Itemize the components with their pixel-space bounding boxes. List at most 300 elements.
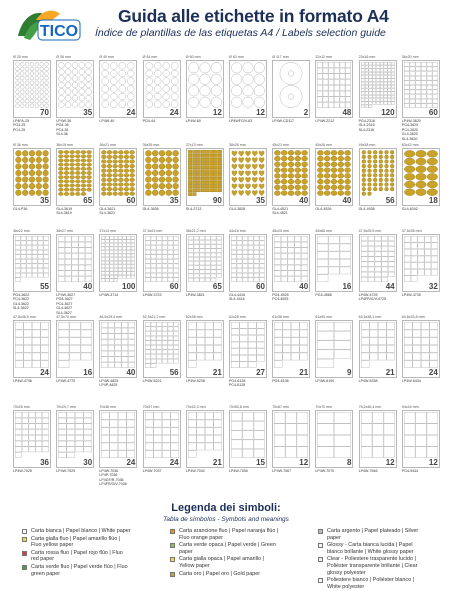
label-shape bbox=[274, 345, 282, 352]
label-shape bbox=[84, 418, 92, 423]
label-shape bbox=[387, 75, 390, 78]
label-shape bbox=[162, 101, 169, 108]
label-shape bbox=[432, 85, 437, 89]
label-shape bbox=[361, 92, 364, 95]
label-shape bbox=[81, 150, 86, 153]
label-count: 120 bbox=[381, 108, 395, 117]
label-shape bbox=[361, 241, 367, 246]
label-shape bbox=[72, 259, 78, 264]
label-shape bbox=[64, 167, 69, 170]
label-shape bbox=[199, 270, 204, 274]
label-shape bbox=[162, 264, 167, 268]
label-shape bbox=[188, 189, 192, 192]
label-shape bbox=[415, 104, 420, 108]
label-shape bbox=[413, 353, 421, 360]
label-shape bbox=[86, 271, 92, 276]
label-shape bbox=[192, 162, 196, 165]
label-shape bbox=[102, 93, 109, 100]
label-shape bbox=[110, 279, 114, 282]
label-shape bbox=[86, 89, 92, 95]
label-shape bbox=[214, 322, 222, 329]
label-sheet bbox=[99, 60, 137, 118]
label-shape bbox=[15, 255, 20, 259]
label-shape bbox=[145, 341, 150, 345]
label-shape bbox=[107, 150, 112, 154]
label-shape bbox=[79, 236, 85, 241]
label-shape bbox=[86, 265, 92, 270]
label-shape bbox=[411, 263, 417, 269]
label-shape bbox=[40, 81, 44, 85]
label-shape bbox=[295, 254, 301, 259]
sheet-size-label: Ø 117 mm bbox=[272, 55, 289, 59]
label-shape bbox=[154, 101, 161, 108]
label-shape bbox=[58, 338, 69, 345]
label-shape bbox=[110, 243, 114, 246]
label-shape bbox=[119, 183, 124, 187]
label-shape bbox=[205, 189, 209, 192]
label-shape bbox=[129, 334, 135, 339]
label-shape bbox=[151, 322, 156, 326]
label-shape bbox=[86, 95, 92, 101]
label-shape bbox=[335, 62, 340, 67]
label-shape bbox=[30, 99, 34, 103]
label-shape bbox=[145, 269, 150, 273]
label-shape bbox=[410, 95, 415, 99]
label-shape bbox=[381, 236, 387, 241]
legend-item bbox=[318, 542, 428, 555]
product-code: LP4WFG/V-63 bbox=[229, 119, 253, 123]
label-shape bbox=[214, 330, 222, 337]
label-shape bbox=[159, 150, 165, 156]
label-shape bbox=[114, 254, 118, 257]
label-shape bbox=[70, 150, 75, 153]
label-shape bbox=[119, 160, 124, 164]
product-code: LP4W-3627 bbox=[56, 293, 76, 297]
label-shape bbox=[87, 163, 92, 166]
label-shape bbox=[119, 173, 124, 177]
label-shape bbox=[345, 168, 351, 173]
label-shape bbox=[188, 443, 196, 450]
label-shape bbox=[106, 250, 110, 253]
label-shape bbox=[156, 273, 161, 277]
label-shape bbox=[390, 187, 394, 191]
label-shape bbox=[128, 85, 135, 92]
label-shape bbox=[197, 181, 201, 184]
label-shape bbox=[211, 270, 216, 274]
label-shape bbox=[130, 150, 135, 154]
product-codes bbox=[315, 379, 334, 383]
label-shape bbox=[413, 322, 421, 329]
label-shape bbox=[214, 189, 218, 192]
label-shape bbox=[106, 240, 110, 243]
legend-text: Glossy - Carta bianca lucida | Papel blanco brillante | White glossy paper bbox=[327, 542, 414, 555]
label-shape bbox=[170, 412, 178, 419]
label-shape bbox=[25, 67, 29, 71]
label-shape bbox=[67, 412, 75, 417]
label-shape bbox=[72, 89, 78, 95]
label-shape bbox=[231, 259, 236, 263]
label-shape bbox=[329, 68, 334, 73]
label-shape bbox=[122, 357, 128, 362]
label-shape bbox=[379, 164, 383, 168]
sheet-size-label: 48,5x25,4 mm bbox=[99, 315, 123, 319]
label-shape bbox=[159, 164, 165, 170]
label-shape bbox=[67, 441, 75, 446]
label-shape bbox=[192, 177, 196, 180]
label-shape bbox=[29, 150, 35, 156]
label-shape bbox=[15, 424, 21, 429]
label-shape bbox=[106, 243, 110, 246]
product-code: LP4W-7042 bbox=[185, 469, 205, 473]
label-shape bbox=[154, 70, 161, 77]
label-shape bbox=[214, 169, 218, 172]
label-shape bbox=[165, 157, 171, 163]
label-shape bbox=[331, 179, 337, 184]
label-shape bbox=[365, 102, 368, 105]
label-shape bbox=[58, 424, 66, 429]
label-shape bbox=[25, 62, 29, 66]
label-count: 40 bbox=[126, 368, 136, 377]
label-shape bbox=[376, 95, 379, 98]
label-shape bbox=[65, 265, 71, 270]
legend-text: Poliestere bianco | Poliéster blanco | White polyester bbox=[327, 577, 415, 590]
label-shape bbox=[340, 62, 345, 67]
label-shape bbox=[66, 82, 72, 88]
label-shape bbox=[345, 191, 351, 196]
label-shape bbox=[286, 424, 297, 435]
label-shape bbox=[300, 338, 308, 345]
label-shape bbox=[162, 246, 167, 250]
label-shape bbox=[372, 79, 375, 82]
label-shape bbox=[240, 342, 248, 348]
label-shape bbox=[384, 79, 387, 82]
label-shape bbox=[199, 266, 204, 270]
label-shape bbox=[43, 157, 49, 163]
product-code: SL4-4521 bbox=[272, 211, 288, 216]
label-shape bbox=[151, 259, 156, 263]
label-count: 12 bbox=[428, 458, 438, 467]
label-shape bbox=[329, 103, 334, 108]
label-shape bbox=[79, 89, 85, 95]
label-shape bbox=[32, 255, 37, 259]
label-shape bbox=[15, 250, 20, 254]
label-sheet bbox=[13, 148, 51, 206]
label-shape bbox=[102, 160, 107, 164]
label-shape bbox=[274, 330, 282, 337]
label-shape bbox=[58, 453, 66, 458]
label-shape bbox=[248, 264, 253, 268]
label-shape bbox=[76, 192, 81, 195]
label-shape bbox=[237, 264, 242, 268]
label-sheet bbox=[272, 60, 310, 118]
label-sheet bbox=[99, 148, 137, 206]
label-shape bbox=[16, 99, 20, 103]
label-shape bbox=[32, 353, 40, 360]
label-shape bbox=[102, 187, 107, 191]
label-shape bbox=[58, 236, 64, 241]
label-shape bbox=[430, 322, 438, 329]
label-shape bbox=[361, 66, 364, 69]
label-shape bbox=[22, 157, 28, 163]
label-shape bbox=[64, 188, 69, 191]
label-shape bbox=[367, 164, 371, 168]
label-shape bbox=[231, 97, 242, 108]
label-shape bbox=[172, 157, 178, 163]
label-shape bbox=[111, 93, 118, 100]
label-sheet bbox=[13, 320, 51, 378]
label-count: 18 bbox=[428, 196, 438, 205]
label-shape bbox=[300, 345, 308, 352]
label-shape bbox=[421, 76, 426, 80]
label-shape bbox=[162, 278, 167, 282]
label-shape bbox=[72, 271, 78, 276]
label-shape bbox=[102, 272, 106, 275]
label-shape bbox=[248, 322, 256, 328]
label-shape bbox=[257, 335, 265, 341]
label-shape bbox=[418, 249, 424, 255]
label-shape bbox=[376, 92, 379, 95]
label-shape bbox=[380, 92, 383, 95]
label-shape bbox=[84, 424, 92, 429]
label-shape bbox=[22, 170, 28, 176]
label-shape bbox=[16, 72, 20, 76]
legend-column bbox=[318, 528, 428, 591]
label-shape bbox=[335, 68, 340, 73]
label-shape bbox=[275, 173, 281, 178]
label-shape bbox=[199, 253, 204, 257]
label-shape bbox=[390, 150, 394, 154]
label-count: 40 bbox=[342, 196, 352, 205]
label-shape bbox=[36, 424, 42, 429]
label-shape bbox=[245, 190, 250, 195]
label-shape bbox=[391, 66, 394, 69]
product-code: LP4W-3821 bbox=[185, 293, 205, 297]
label-shape bbox=[380, 95, 383, 98]
label-shape bbox=[192, 189, 196, 192]
label-shape bbox=[145, 273, 150, 277]
label-shape bbox=[70, 159, 75, 162]
product-codes bbox=[229, 207, 245, 211]
label-shape bbox=[36, 177, 42, 183]
label-shape bbox=[340, 85, 345, 90]
label-shape bbox=[124, 150, 129, 154]
label-shape bbox=[127, 412, 135, 419]
label-shape bbox=[102, 265, 106, 268]
label-shape bbox=[41, 361, 49, 368]
label-shape bbox=[410, 104, 415, 108]
product-code: LP4W-2212 bbox=[315, 119, 335, 123]
label-shape bbox=[329, 252, 340, 259]
label-shape bbox=[205, 330, 213, 337]
label-shape bbox=[76, 184, 81, 187]
label-shape bbox=[216, 240, 221, 244]
label-shape bbox=[188, 158, 192, 161]
label-shape bbox=[404, 330, 412, 337]
label-shape bbox=[318, 252, 329, 259]
label-shape bbox=[32, 269, 37, 273]
label-shape bbox=[66, 95, 72, 101]
label-shape bbox=[119, 258, 123, 261]
product-codes bbox=[272, 119, 294, 123]
label-shape bbox=[318, 359, 334, 368]
product-code: GL4-4938 bbox=[358, 207, 375, 211]
legend-text: Carta oro | Papel oro | Gold paper bbox=[179, 570, 261, 577]
label-shape bbox=[211, 257, 216, 261]
label-shape bbox=[232, 151, 237, 156]
label-shape bbox=[72, 265, 78, 270]
label-shape bbox=[205, 150, 209, 153]
label-shape bbox=[295, 168, 301, 173]
label-shape bbox=[432, 95, 437, 99]
label-shape bbox=[65, 248, 71, 253]
label-shape bbox=[376, 85, 379, 88]
label-shape bbox=[194, 236, 199, 240]
label-shape bbox=[86, 236, 92, 241]
label-shape bbox=[110, 240, 114, 243]
label-shape bbox=[415, 67, 420, 71]
label-shape bbox=[152, 157, 158, 163]
label-shape bbox=[281, 277, 287, 282]
label-shape bbox=[145, 241, 150, 245]
label-count: 12 bbox=[299, 458, 309, 467]
label-shape bbox=[188, 420, 196, 427]
label-shape bbox=[86, 62, 92, 68]
label-shape bbox=[102, 192, 107, 196]
label-shape bbox=[205, 420, 213, 427]
label-shape bbox=[64, 180, 69, 183]
label-shape bbox=[41, 345, 49, 352]
label-shape bbox=[372, 435, 383, 446]
sheet-size-label: 70x70 mm bbox=[315, 405, 333, 409]
label-shape bbox=[79, 95, 85, 101]
label-shape bbox=[281, 271, 287, 276]
label-shape bbox=[58, 242, 64, 247]
label-shape bbox=[75, 424, 83, 429]
label-shape bbox=[162, 341, 167, 345]
label-shape bbox=[127, 258, 131, 261]
label-shape bbox=[192, 169, 196, 172]
label-shape bbox=[252, 151, 257, 156]
label-shape bbox=[260, 264, 265, 268]
label-shape bbox=[411, 249, 417, 255]
label-shape bbox=[275, 179, 281, 184]
label-shape bbox=[201, 181, 205, 184]
label-shape bbox=[432, 67, 437, 71]
label-shape bbox=[102, 268, 106, 271]
sheet-size-label: 36x19 mm bbox=[56, 143, 73, 147]
label-shape bbox=[365, 89, 368, 92]
label-shape bbox=[274, 265, 280, 270]
product-code: SL4-3621 bbox=[99, 211, 115, 216]
label-shape bbox=[123, 240, 127, 243]
label-shape bbox=[421, 338, 429, 345]
label-shape bbox=[239, 164, 244, 169]
label-shape bbox=[302, 162, 308, 167]
label-shape bbox=[152, 150, 158, 156]
label-shape bbox=[130, 164, 135, 168]
label-shape bbox=[254, 255, 259, 259]
label-shape bbox=[318, 156, 324, 161]
label-count: 12 bbox=[385, 458, 395, 467]
label-shape bbox=[237, 278, 242, 282]
label-shape bbox=[45, 90, 49, 94]
label-shape bbox=[254, 74, 265, 85]
label-shape bbox=[231, 362, 239, 368]
label-shape bbox=[168, 355, 173, 359]
sheet-size-label: 76,2x46,4 mm bbox=[358, 405, 382, 409]
label-shape bbox=[404, 243, 410, 249]
label-shape bbox=[260, 255, 265, 259]
label-shape bbox=[87, 171, 92, 174]
label-shape bbox=[231, 322, 239, 328]
label-count: 40 bbox=[83, 282, 93, 291]
label-shape bbox=[243, 74, 254, 85]
label-shape bbox=[159, 190, 165, 196]
label-shape bbox=[81, 180, 86, 183]
label-shape bbox=[113, 150, 118, 154]
label-shape bbox=[200, 74, 211, 85]
label-shape bbox=[404, 353, 412, 360]
label-shape bbox=[20, 72, 24, 76]
label-shape bbox=[421, 345, 429, 352]
label-shape bbox=[81, 163, 86, 166]
label-shape bbox=[325, 150, 331, 155]
label-shape bbox=[119, 164, 124, 168]
label-shape bbox=[199, 240, 204, 244]
label-shape bbox=[127, 443, 135, 450]
label-count: 27 bbox=[256, 368, 265, 377]
label-shape bbox=[404, 90, 409, 94]
label-shape bbox=[404, 158, 415, 165]
sheet-size-label: 22x12 mm bbox=[315, 55, 333, 59]
label-shape bbox=[188, 245, 193, 249]
product-codes bbox=[99, 119, 114, 123]
label-shape bbox=[211, 62, 222, 73]
label-shape bbox=[81, 175, 86, 178]
label-shape bbox=[44, 246, 49, 250]
label-shape bbox=[372, 72, 375, 75]
label-shape bbox=[131, 240, 135, 243]
label-shape bbox=[378, 322, 386, 329]
label-shape bbox=[384, 164, 388, 168]
label-shape bbox=[22, 441, 28, 446]
legend-title: Legenda dei simboli: bbox=[171, 502, 281, 514]
sheet-size-label: 45x66 mm bbox=[315, 229, 333, 233]
label-shape bbox=[431, 269, 437, 275]
label-shape bbox=[27, 246, 32, 250]
product-code: PG4-6128 bbox=[229, 379, 246, 383]
label-shape bbox=[384, 187, 388, 191]
label-shape bbox=[15, 418, 21, 423]
label-shape bbox=[404, 249, 410, 255]
label-shape bbox=[368, 241, 374, 246]
label-shape bbox=[367, 187, 371, 191]
label-shape bbox=[302, 265, 308, 270]
label-shape bbox=[87, 184, 92, 187]
label-shape bbox=[102, 250, 106, 253]
label-shape bbox=[427, 99, 432, 103]
sheet-size-label: 47,5x70 mm bbox=[56, 315, 76, 319]
label-shape bbox=[232, 177, 237, 182]
label-shape bbox=[151, 355, 156, 359]
label-shape bbox=[415, 62, 420, 66]
label-shape bbox=[391, 98, 394, 101]
label-shape bbox=[188, 249, 193, 253]
label-shape bbox=[127, 275, 131, 278]
label-shape bbox=[361, 62, 364, 65]
label-sheet bbox=[143, 410, 181, 468]
label-shape bbox=[214, 150, 218, 153]
